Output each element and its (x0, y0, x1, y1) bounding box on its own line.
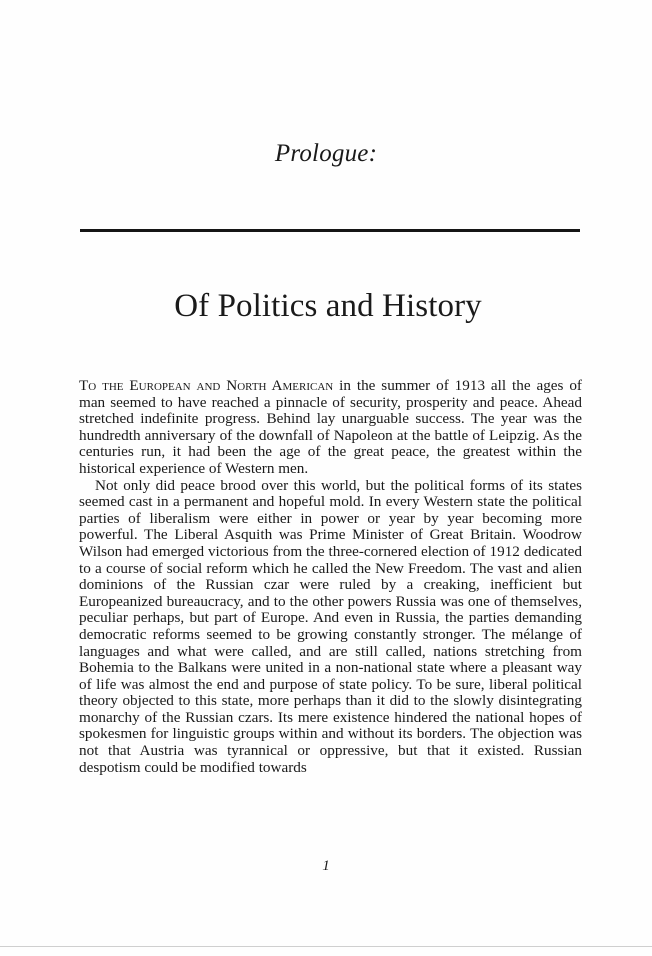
page-bottom-edge (0, 946, 652, 947)
paragraph-1-text: in the summer of 1913 all the ages of man seemed to have reached a pinnacle of security, prosperity and peace. Ahead stretched indefinite progress. Behind lay unarguable success. The year was the hundredth anniversary of the downfall of Napoleon at the battle of Leipzig. As the centuries run, it had been the age of the great peace, the greatest within the historical experience of Western men. (79, 377, 582, 477)
title-rule (80, 229, 580, 232)
chapter-label: Prologue: (274, 140, 378, 167)
paragraph-2: Not only did peace brood over this world, but the political forms of its states seemed cast in a permanent and hopeful mold. In every Western state the political parties of liberalism were either in power or year by year becoming more powerful. The Liberal Asquith was Prime Minister of Great Britain. Woodrow Wilson had emerged victorious from the three-cornered election of 1912 dedicated to a course of social reform which he called the New Freedom. The vast and alien dominions of the Russian czar were ruled by a creaking, inefficient but Europeanized bureaucracy, and to the other powers Russia was one of themselves, peculiar perhaps, but part of Europe. And even in Russia, the parties demanding democratic reforms seemed to be growing constantly stronger. The mélange of languages and what were called, and are still called, nations stretching from Bohemia to the Balkans were united in a non-national state where a pleasant way of life was almost the end and purpose of state policy. To be sure, liberal political theory objected to this state, more perhaps than it did to the slowly disintegrating monarchy of the Russian czars. Its mere existence hindered the national hopes of spokesmen for linguistic groups within and without its borders. The objection was not that Austria was tyrannical or oppressive, but that it existed. Russian despotism could be modified towards (79, 476, 582, 776)
chapter-title: Of Politics and History (174, 288, 482, 324)
paragraph-lead-in: To the European and North American (79, 377, 334, 394)
page-number: 1 (322, 858, 330, 874)
paragraph-1 (79, 378, 582, 478)
body-text (79, 378, 582, 776)
